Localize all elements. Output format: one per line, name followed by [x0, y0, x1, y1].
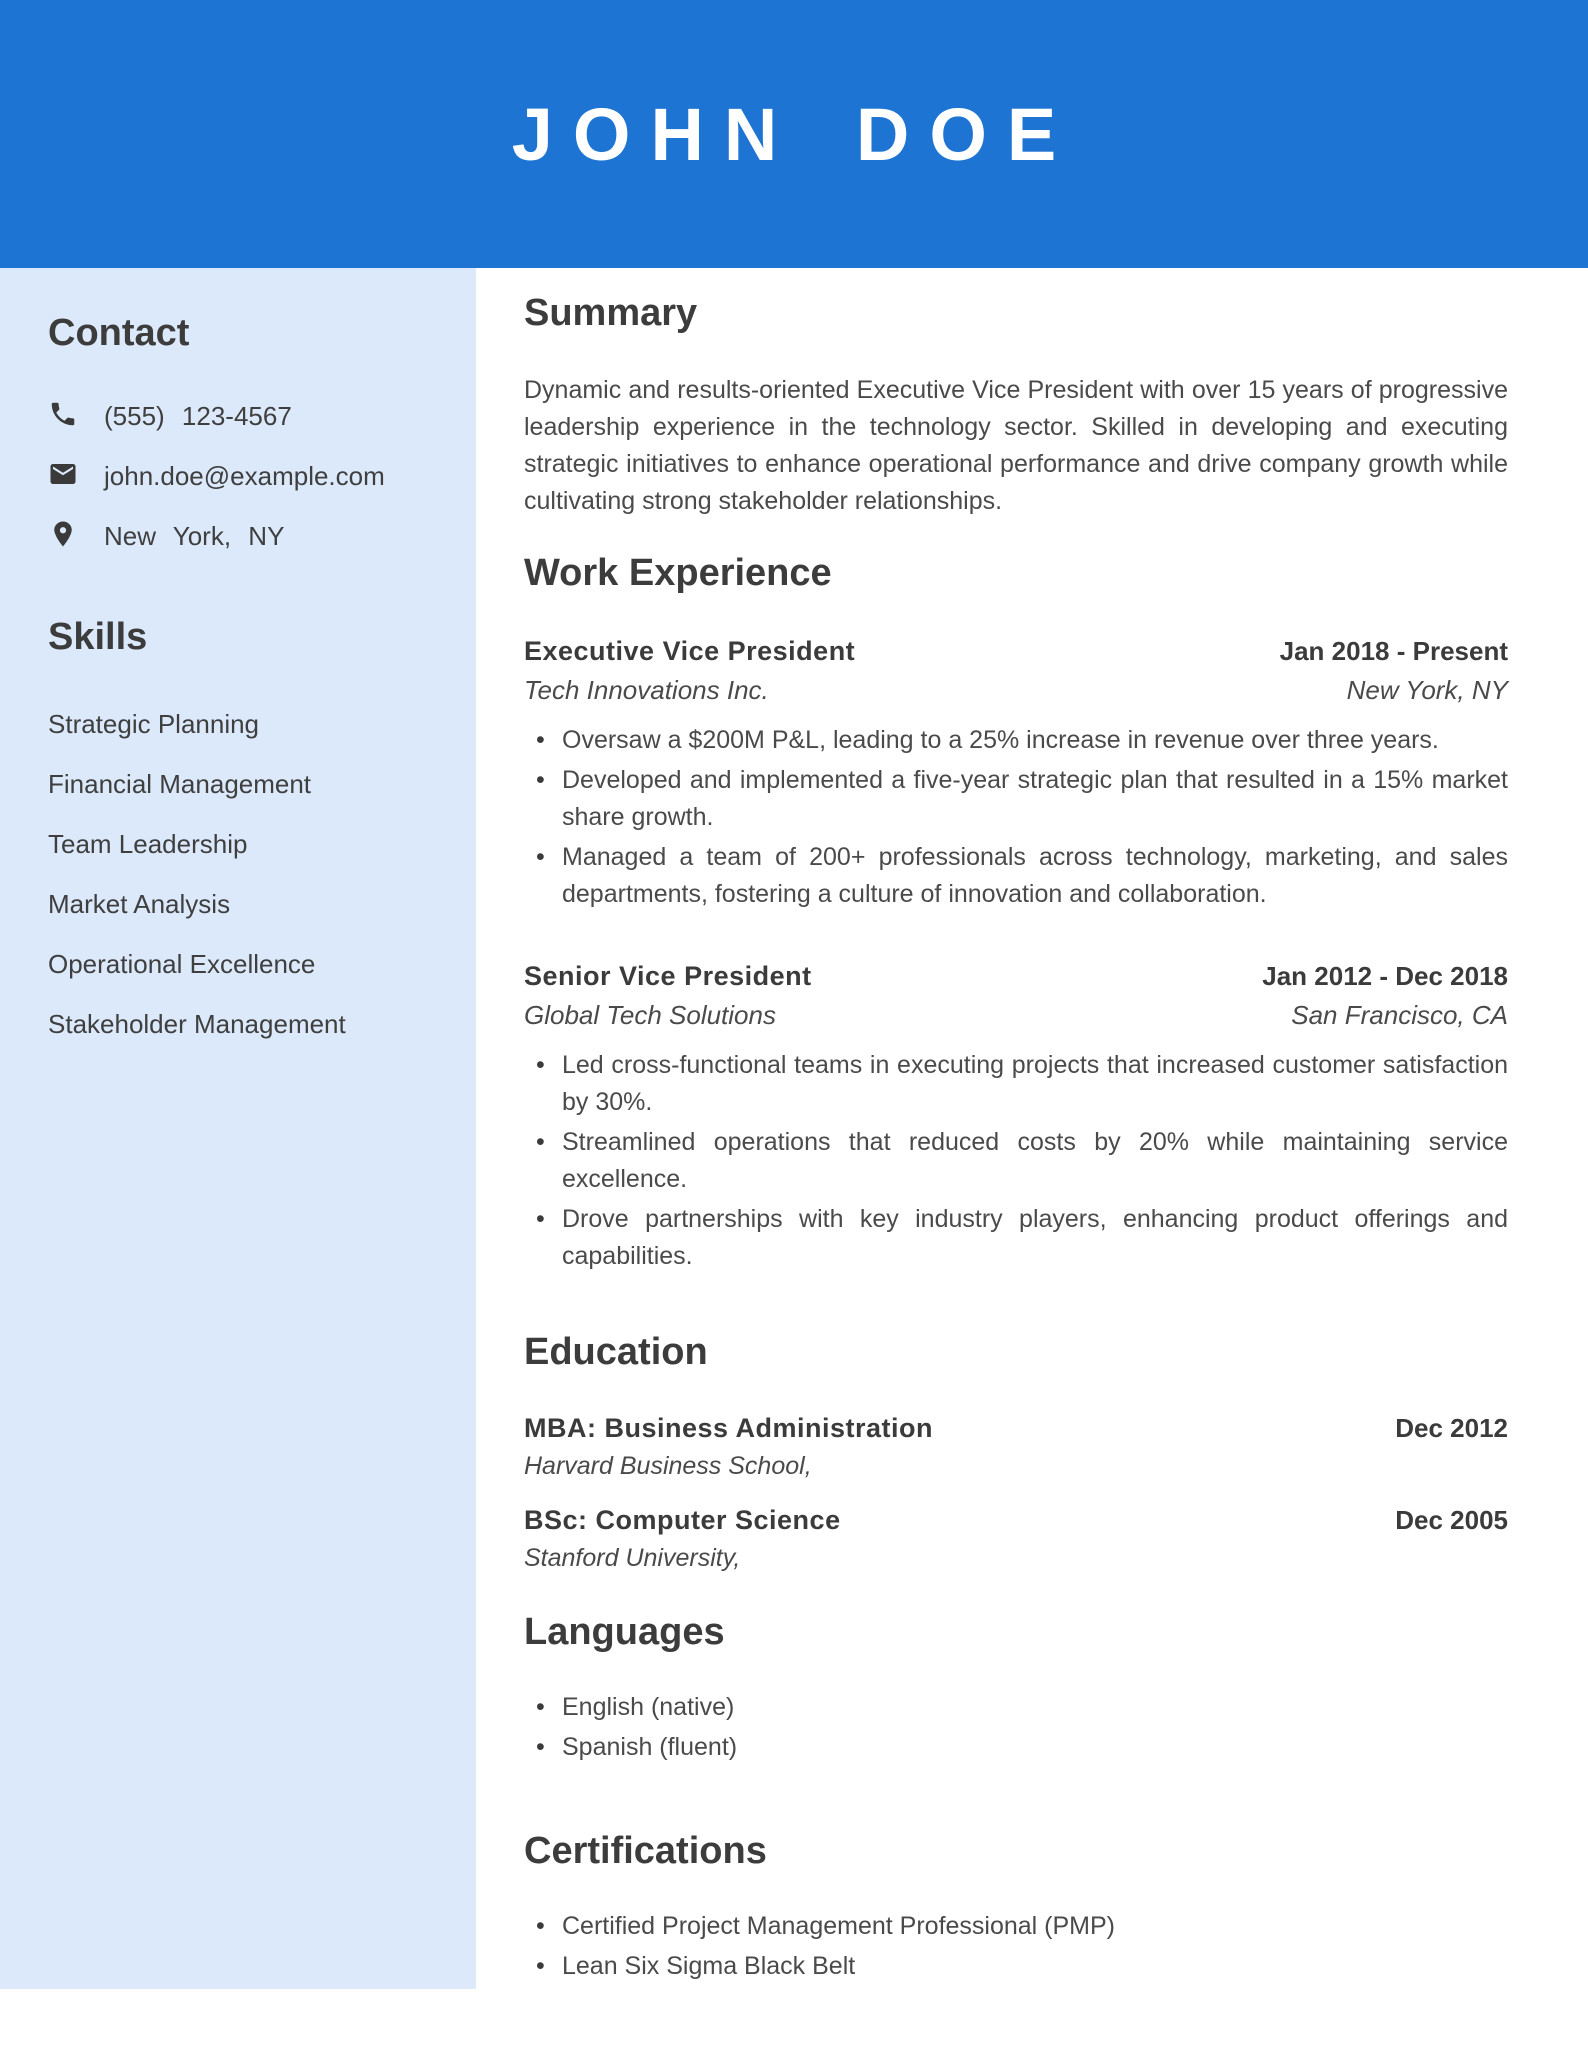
contact-row-location: [48, 506, 440, 566]
job-dates: Jan 2012 - Dec 2018: [1262, 961, 1508, 991]
languages-title: Languages: [524, 1611, 725, 1653]
skills-list: [48, 694, 440, 1054]
education-title: Education: [524, 1331, 708, 1373]
sidebar: [0, 268, 476, 1989]
contact-row-email: [48, 446, 440, 506]
contact-section-title: Contact: [48, 312, 190, 354]
education-school: Stanford University,: [524, 1544, 741, 1572]
job-subheader: [524, 1000, 1508, 1031]
education-header: [524, 1413, 1508, 1444]
education-degree: MBA: Business Administration: [524, 1413, 934, 1443]
job-bullet: • Led cross-functional teams in executing projects that increased customer satisfaction by 30%.: [562, 1047, 1508, 1121]
location-icon: [48, 519, 78, 554]
email-address: john.doe@example.com: [104, 460, 385, 491]
phone-number: (555) 123-4567: [104, 400, 292, 431]
summary-section: [524, 290, 1508, 520]
work-experience-title: Work Experience: [524, 552, 832, 594]
work-experience-section: [524, 550, 1508, 1275]
job-company: Tech Innovations Inc.: [524, 675, 769, 705]
education-date: Dec 2012: [1395, 1413, 1508, 1443]
job-bullet-list: [524, 722, 1508, 913]
main-column: [524, 268, 1508, 1988]
job-header: [524, 961, 1508, 992]
skills-section: [48, 614, 440, 1054]
job-bullet: • Oversaw a $200M P&L, leading to a 25% increase in revenue over three years.: [562, 722, 1508, 759]
skill-item: Operational Excellence: [48, 949, 316, 979]
certifications-section: [524, 1828, 1508, 1985]
skill-item: Strategic Planning: [48, 709, 260, 739]
languages-section: [524, 1609, 1508, 1766]
education-entry: [524, 1505, 1508, 1573]
education-header: [524, 1505, 1508, 1536]
email-icon: [48, 459, 78, 494]
job-bullet: • Developed and implemented a five-year strategic plan that resulted in a 15% market share growth.: [562, 762, 1508, 836]
education-section: [524, 1329, 1508, 1573]
job-subheader: [524, 675, 1508, 706]
job-location: San Francisco, CA: [1291, 1000, 1508, 1030]
job-company: Global Tech Solutions: [524, 1000, 776, 1030]
language-item: • English (native): [562, 1689, 1508, 1726]
certification-item: • Certified Project Management Professional (PMP): [562, 1908, 1508, 1945]
skill-item: Financial Management: [48, 769, 312, 799]
languages-list: [524, 1689, 1508, 1766]
certification-item: • Lean Six Sigma Black Belt: [562, 1948, 1508, 1985]
candidate-name: JOHN DOE: [511, 92, 1077, 176]
skills-section-title: Skills: [48, 616, 148, 658]
certifications-list: [524, 1908, 1508, 1985]
education-school: Harvard Business School,: [524, 1452, 812, 1480]
job-entry: [524, 636, 1508, 913]
job-bullet: • Managed a team of 200+ professionals across technology, marketing, and sales departments, fostering a culture of innovation and collaboration.: [562, 839, 1508, 913]
skill-item: Stakeholder Management: [48, 1009, 346, 1039]
summary-text: Dynamic and results-oriented Executive Vice President with over 15 years of progressive leadership experience in the technology sector. Skilled in developing and executing strategic initiatives to enhance operational performance and drive company growth while cultivating strong stakeholder relationships.: [524, 376, 1508, 515]
job-header: [524, 636, 1508, 667]
job-bullet: • Drove partnerships with key industry players, enhancing product offerings and capabilities.: [562, 1201, 1508, 1275]
job-title: Executive Vice President: [524, 636, 856, 666]
contact-list: [48, 386, 440, 566]
certifications-title: Certifications: [524, 1830, 767, 1872]
education-date: Dec 2005: [1395, 1505, 1508, 1535]
language-item: • Spanish (fluent): [562, 1729, 1508, 1766]
job-bullet: • Streamlined operations that reduced costs by 20% while maintaining service excellence.: [562, 1124, 1508, 1198]
job-entry: [524, 961, 1508, 1275]
education-entry: [524, 1413, 1508, 1481]
education-degree: BSc: Computer Science: [524, 1505, 841, 1535]
job-location: New York, NY: [1346, 675, 1508, 705]
skill-item: Market Analysis: [48, 889, 231, 919]
location-text: New York, NY: [104, 520, 285, 551]
phone-icon: [48, 399, 78, 434]
contact-row-phone: [48, 386, 440, 446]
job-title: Senior Vice President: [524, 961, 812, 991]
summary-title: Summary: [524, 292, 698, 334]
job-dates: Jan 2018 - Present: [1279, 636, 1508, 666]
header-band: [0, 0, 1588, 268]
skill-item: Team Leadership: [48, 829, 248, 859]
job-bullet-list: [524, 1047, 1508, 1275]
